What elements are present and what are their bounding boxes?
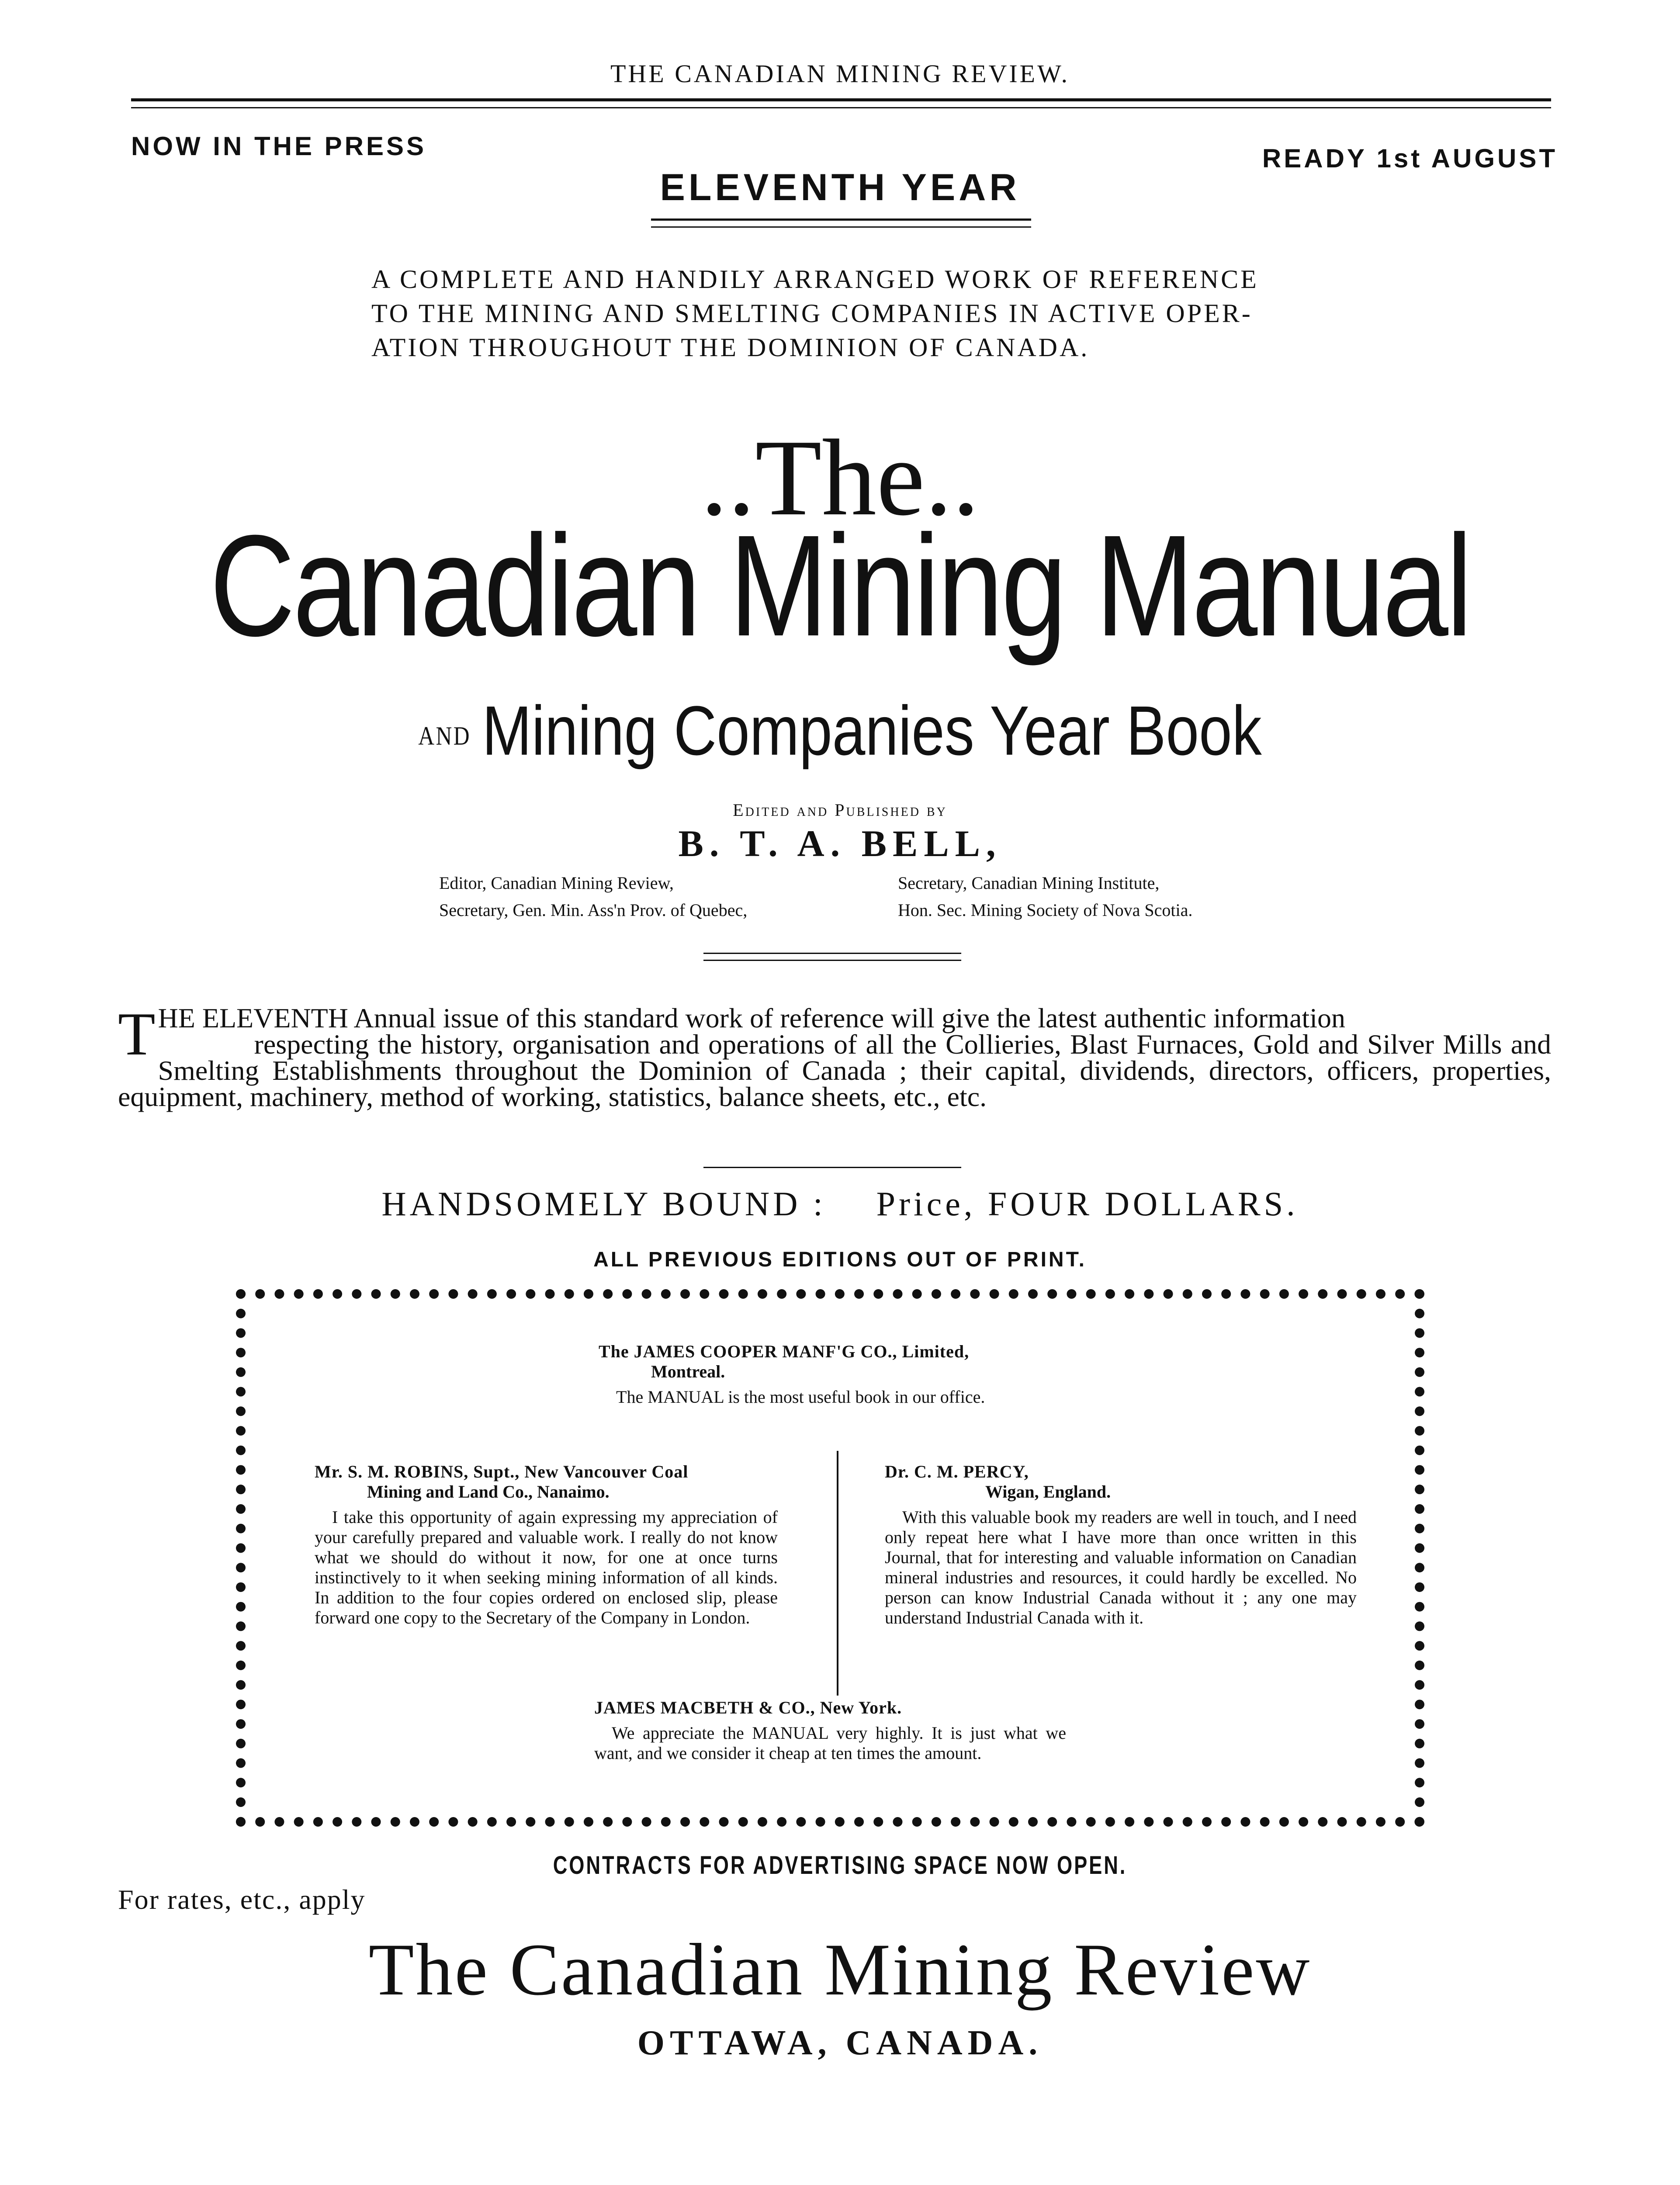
edition-year: ELEVENTH YEAR: [660, 166, 1020, 208]
testimonial-location: Wigan, England.: [985, 1482, 1111, 1502]
section-divider-1: [703, 953, 961, 954]
testimonial-quote: I take this opportunity of again expressing my appreciation of your carefully prepared and valuable work. I really do not know what we should do without it now, for one at once turns instinctively to it when seeking mining information of all kinds. In addition to the four copies ordered on enclosed slip, please forward one copy to the Secretary of the Company in London.: [315, 1507, 778, 1627]
press-notice: NOW IN THE PRESS: [131, 132, 427, 161]
editor-name: B. T. A. BELL,: [678, 822, 1002, 864]
section-divider-2: [703, 960, 961, 961]
year-underline-2: [651, 226, 1031, 228]
publisher-city: OTTAWA, CANADA.: [637, 2024, 1043, 2062]
testimonial-quote: The MANUAL is the most useful book in our office.: [616, 1387, 985, 1407]
title-the: ..The..: [700, 417, 980, 538]
price-divider: [703, 1167, 961, 1168]
subtitle-text: Mining Companies Year Book: [482, 691, 1262, 770]
drop-cap: T: [118, 1000, 156, 1068]
intro-line: TO THE MINING AND SMELTING COMPANIES IN ACTIVE OPER-: [371, 299, 1253, 328]
column-divider: [837, 1451, 838, 1696]
price: Price, FOUR DOLLARS.: [876, 1185, 1299, 1223]
testimonial-percy: [885, 1462, 1357, 1628]
testimonial-location: Montreal.: [651, 1362, 725, 1381]
testimonial-author: The JAMES COOPER MANF'G CO., Limited,: [599, 1342, 970, 1361]
description-line-1: HE ELEVENTH Annual issue of this standard work of reference will give the latest authentic information: [158, 1002, 1345, 1034]
testimonial-author: JAMES MACBETH & CO., New York.: [594, 1698, 902, 1717]
testimonial-location: Mining and Land Co., Nanaimo.: [367, 1482, 610, 1502]
intro-line: A COMPLETE AND HANDILY ARRANGED WORK OF REFERENCE: [371, 265, 1259, 294]
ready-date: READY 1st AUGUST: [1262, 144, 1558, 173]
year-underline-1: [651, 218, 1031, 221]
testimonial-quote: With this valuable book my readers are well in touch, and I need only repeat here what I have more than once written in this Journal, that for interesting and valuable information on Canadian mineral industries and resources, it could hardly be excelled. No person can know Industrial Canada without it ; any one may understand Industrial Canada with it.: [885, 1507, 1357, 1627]
editor-role: Editor, Canadian Mining Review,: [439, 873, 674, 893]
editions-note: ALL PREVIOUS EDITIONS OUT OF PRINT.: [593, 1248, 1087, 1271]
editor-role: Secretary, Canadian Mining Institute,: [898, 873, 1160, 893]
testimonial-macbeth: [594, 1698, 1066, 1763]
binding-note: HANDSOMELY BOUND :: [381, 1185, 826, 1223]
description: [118, 1000, 1551, 1112]
testimonial-cooper: [599, 1342, 1070, 1407]
intro-line: ATION THROUGHOUT THE DOMINION OF CANADA.: [371, 333, 1090, 362]
publisher-name: The Canadian Mining Review: [368, 1928, 1312, 2011]
testimonial-quote: We appreciate the MANUAL very highly. It is just what we want, and we consider it cheap at ten times the amount.: [594, 1723, 1066, 1763]
header-rule-thin: [131, 107, 1551, 108]
testimonial-robins: [315, 1462, 778, 1628]
editor-role: Hon. Sec. Mining Society of Nova Scotia.: [898, 900, 1193, 920]
edited-by-label: Edited and Published by: [733, 800, 947, 820]
editor-role: Secretary, Gen. Min. Ass'n Prov. of Quebec,: [439, 900, 748, 920]
advertising-notice: CONTRACTS FOR ADVERTISING SPACE NOW OPEN.: [553, 1851, 1127, 1880]
main-title: Canadian Mining Manual: [209, 505, 1471, 666]
subtitle-and: AND: [418, 721, 471, 751]
rates-note: For rates, etc., apply: [118, 1884, 366, 1915]
intro-statement: [371, 262, 1259, 364]
running-head: THE CANADIAN MINING REVIEW.: [610, 59, 1070, 88]
subtitle: [126, 690, 1554, 771]
testimonial-author: Mr. S. M. ROBINS, Supt., New Vancouver Coal: [315, 1462, 689, 1481]
editor-roles-right: [898, 870, 1192, 924]
editor-roles-left: [439, 870, 747, 924]
description-body: respecting the history, organisation and operations of all the Collieries, Blast Furnaces, Gold and Silver Mills and Smelting Establishments throughout the Dominion of Canada ; their capital, dividends, directors, officers, properties, equipment, machinery, method of working, statistics, balance sheets, etc., etc.: [118, 1029, 1551, 1112]
testimonial-author: Dr. C. M. PERCY,: [885, 1462, 1029, 1481]
price-line: [0, 1184, 1680, 1224]
header-rule-thick: [131, 98, 1551, 101]
